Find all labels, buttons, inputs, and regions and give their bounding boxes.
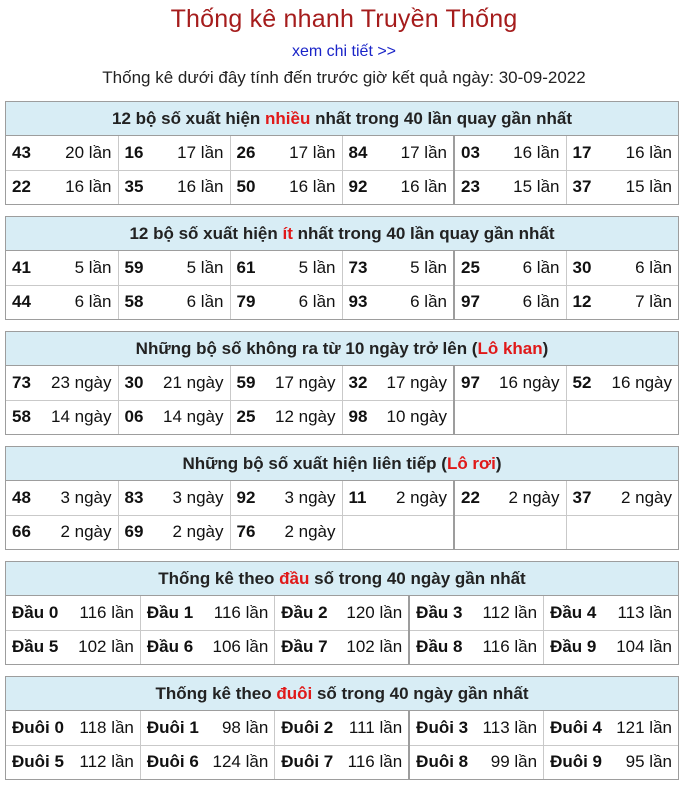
stat-count: 116 lần [79, 602, 134, 622]
stat-count: 99 lần [490, 752, 538, 772]
stat-cell [342, 400, 454, 434]
stat-cell [275, 711, 409, 745]
stat-cell [566, 481, 678, 515]
stat-number: 52 [572, 372, 592, 392]
stat-count: 113 lần [482, 717, 538, 737]
stat-count: 20 lần [65, 142, 112, 162]
stat-number: 32 [348, 372, 368, 392]
stat-cell [6, 711, 140, 745]
stat-count: 6 lần [186, 292, 224, 312]
stat-count: 14 ngày [51, 407, 112, 427]
stat-number: 84 [348, 142, 368, 162]
stat-number: 41 [12, 257, 31, 277]
stat-number: Đuôi 6 [146, 752, 199, 772]
stat-count: 6 lần [410, 292, 447, 312]
table-row [6, 170, 678, 204]
stat-cell [118, 400, 230, 434]
stat-count: 23 ngày [51, 372, 112, 392]
section-title-highlight: nhiều [265, 109, 311, 128]
stat-number: Đuôi 7 [281, 752, 334, 772]
stat-count: 6 lần [522, 257, 560, 277]
stat-cell [342, 251, 454, 285]
stat-cell [230, 515, 342, 549]
stat-count: 118 lần [79, 717, 134, 737]
stat-cell [454, 515, 566, 549]
section-title-highlight: đầu [279, 569, 310, 588]
stat-number: 30 [124, 372, 144, 392]
stat-cell [6, 630, 140, 664]
stat-count: 102 lần [78, 637, 134, 657]
stat-count: 111 lần [348, 717, 403, 737]
lo-khan-block [5, 331, 679, 435]
page-title: Thống kê nhanh Truyền Thống [170, 5, 518, 33]
stat-count: 3 ngày [60, 487, 112, 507]
stat-cell [566, 515, 678, 549]
stat-number: 06 [124, 407, 144, 427]
stat-cell [454, 481, 566, 515]
stat-cell [566, 251, 678, 285]
stat-cell [230, 366, 342, 400]
stat-count: 98 lần [221, 717, 269, 737]
stat-number: 17 [572, 142, 592, 162]
stat-number: Đầu 5 [12, 637, 59, 657]
stat-count: 6 lần [298, 292, 336, 312]
stat-count: 5 lần [298, 257, 336, 277]
stat-number: 22 [12, 177, 31, 197]
stat-cell [342, 285, 454, 319]
stats-table [6, 596, 678, 664]
date-note: Thống kê dưới đây tính đến trước giờ kết quả ngày: 30-09-2022 [102, 68, 586, 87]
stat-number: Đầu 3 [416, 602, 463, 622]
stat-number: 83 [124, 487, 144, 507]
stat-number: 37 [572, 487, 592, 507]
section-title [6, 217, 678, 251]
stat-cell [566, 285, 678, 319]
stat-cell [230, 251, 342, 285]
stat-cell [275, 596, 409, 630]
stat-cell [6, 136, 118, 170]
stat-cell [6, 596, 140, 630]
stat-number: 12 [572, 292, 592, 312]
stat-number: 98 [348, 407, 368, 427]
table-row [6, 136, 678, 170]
stat-count: 5 lần [410, 257, 447, 277]
section-title-text: 12 bộ số xuất hiện [129, 224, 283, 243]
stat-cell [544, 711, 678, 745]
stats-table [6, 136, 678, 204]
stat-number: 59 [236, 372, 256, 392]
stat-number: Đầu 8 [416, 637, 463, 657]
stat-number: Đuôi 9 [550, 752, 603, 772]
stat-number: 58 [124, 292, 144, 312]
stat-number: 03 [461, 142, 480, 162]
stat-count: 106 lần [212, 637, 269, 657]
stat-count: 15 lần [513, 177, 560, 197]
section-title-highlight: đuôi [276, 684, 313, 703]
stat-number: Đầu 9 [550, 637, 597, 657]
stat-number: Đầu 2 [281, 602, 328, 622]
stat-cell [409, 596, 543, 630]
stat-number: 48 [12, 487, 31, 507]
stat-cell [6, 366, 118, 400]
section-title-highlight: Lô khan [477, 339, 543, 358]
stat-cell [230, 170, 342, 204]
stat-cell [118, 170, 230, 204]
stat-count: 95 lần [625, 752, 672, 772]
stat-count: 102 lần [346, 637, 403, 657]
stat-count: 10 ngày [386, 407, 447, 427]
stat-number: Đuôi 2 [281, 717, 334, 737]
stat-number: Đuôi 3 [416, 717, 469, 737]
section-title-highlight: ít [282, 224, 293, 243]
stat-cell [342, 366, 454, 400]
stat-cell [230, 481, 342, 515]
stat-count: 7 lần [635, 292, 672, 312]
section-title [6, 102, 678, 136]
stat-cell [342, 136, 454, 170]
stat-count: 2 ngày [508, 487, 560, 507]
stat-count: 113 lần [617, 602, 672, 622]
stat-count: 112 lần [79, 752, 134, 772]
stat-cell [454, 170, 566, 204]
stat-number: 92 [236, 487, 256, 507]
stat-cell [409, 630, 543, 664]
stat-count: 17 lần [289, 142, 336, 162]
stat-count: 121 lần [616, 717, 672, 737]
section-title-text: ) [495, 454, 502, 473]
stat-cell [6, 745, 140, 779]
section-title [6, 677, 678, 711]
section-title-text: Thống kê theo [155, 684, 277, 703]
section-title-text: Những bộ số xuất hiện liên tiếp ( [182, 454, 447, 473]
stat-count: 16 lần [513, 142, 560, 162]
section-title-text: Thống kê theo [158, 569, 280, 588]
section-title-text: số trong 40 ngày gần nhất [312, 684, 529, 703]
stats-table [6, 366, 678, 434]
stat-count: 2 ngày [172, 522, 224, 542]
stat-count: 21 ngày [163, 372, 224, 392]
stat-number: Đầu 1 [146, 602, 194, 622]
stat-number: 73 [12, 372, 31, 392]
stat-cell [342, 515, 454, 549]
stat-cell [6, 285, 118, 319]
stat-cell [140, 596, 274, 630]
stat-count: 16 ngày [499, 372, 560, 392]
lo-roi-block [5, 446, 679, 550]
stat-number: 11 [348, 487, 367, 507]
stat-number: 69 [124, 522, 144, 542]
stat-number: 61 [236, 257, 256, 277]
stat-count: 16 lần [289, 177, 336, 197]
stat-cell [140, 745, 274, 779]
stat-number: 66 [12, 522, 31, 542]
section-title-text: ) [542, 339, 549, 358]
stat-number: 97 [461, 292, 480, 312]
stat-count: 16 lần [625, 142, 672, 162]
stat-number: Đuôi 8 [416, 752, 469, 772]
stat-cell [6, 170, 118, 204]
section-title [6, 332, 678, 366]
stat-count: 2 ngày [395, 487, 447, 507]
stat-count: 17 ngày [386, 372, 447, 392]
stat-count: 15 lần [625, 177, 672, 197]
stats-table [6, 481, 678, 549]
stat-cell [230, 136, 342, 170]
stat-count: 12 ngày [275, 407, 336, 427]
stat-number: 30 [572, 257, 592, 277]
stat-count: 6 lần [635, 257, 672, 277]
stat-number: Đuôi 1 [146, 717, 199, 737]
view-details-link[interactable]: xem chi tiết >> [291, 43, 397, 60]
stat-number: 44 [12, 292, 31, 312]
stat-count: 3 ngày [172, 487, 224, 507]
stat-cell [409, 711, 543, 745]
stat-count: 17 lần [400, 142, 447, 162]
table-row [6, 711, 678, 745]
stat-count: 5 lần [74, 257, 112, 277]
stat-number: Đuôi 5 [12, 752, 64, 772]
stat-cell [544, 745, 678, 779]
stat-cell [275, 745, 409, 779]
table-row [6, 251, 678, 285]
stats-table [6, 251, 678, 319]
stat-number: Đầu 0 [12, 602, 59, 622]
stat-cell [342, 170, 454, 204]
stat-number: Đầu 6 [146, 637, 194, 657]
stat-count: 2 ngày [620, 487, 672, 507]
section-title-highlight: Lô rơi [446, 454, 496, 473]
stat-cell [454, 285, 566, 319]
stat-count: 104 lần [616, 637, 672, 657]
stat-count: 124 lần [212, 752, 269, 772]
dau-block [5, 561, 679, 665]
stat-cell [6, 251, 118, 285]
section-title-text: số trong 40 ngày gần nhất [309, 569, 526, 588]
stat-number: 79 [236, 292, 256, 312]
section-title [6, 447, 678, 481]
stat-cell [6, 515, 118, 549]
stat-cell [140, 711, 274, 745]
stat-number: 76 [236, 522, 256, 542]
stat-cell [342, 481, 454, 515]
stat-cell [118, 366, 230, 400]
stat-number: Đuôi 0 [12, 717, 64, 737]
stat-cell [566, 400, 678, 434]
stat-cell [6, 481, 118, 515]
stat-number: 37 [572, 177, 592, 197]
table-row [6, 366, 678, 400]
stat-number: 35 [124, 177, 144, 197]
stat-count: 116 lần [213, 602, 269, 622]
stat-number: 22 [461, 487, 480, 507]
section-title-text: nhất trong 40 lần quay gần nhất [292, 224, 555, 243]
stat-cell [454, 400, 566, 434]
table-row [6, 400, 678, 434]
stat-cell [454, 136, 566, 170]
stat-count: 6 lần [522, 292, 560, 312]
stat-cell [118, 136, 230, 170]
stat-number: 92 [348, 177, 368, 197]
stat-count: 6 lần [74, 292, 112, 312]
stat-cell [544, 596, 678, 630]
stat-number: 73 [348, 257, 368, 277]
least-frequent-block [5, 216, 679, 320]
stat-count: 2 ngày [60, 522, 112, 542]
section-title-text: nhất trong 40 lần quay gần nhất [310, 109, 573, 128]
section-title-text: 12 bộ số xuất hiện [111, 109, 266, 128]
stat-count: 17 ngày [275, 372, 336, 392]
stat-number: 97 [461, 372, 480, 392]
table-row [6, 745, 678, 779]
table-row [6, 596, 678, 630]
stat-count: 2 ngày [284, 522, 336, 542]
stat-number: 16 [124, 142, 144, 162]
section-title-text: Những bộ số không ra từ 10 ngày trở lên ( [135, 339, 478, 358]
stat-number: 59 [124, 257, 144, 277]
stat-cell [230, 285, 342, 319]
stat-number: 25 [236, 407, 256, 427]
stat-number: 43 [12, 142, 31, 162]
stat-number: 25 [461, 257, 480, 277]
stat-number: Đầu 7 [281, 637, 328, 657]
stat-number: 50 [236, 177, 256, 197]
stat-cell [566, 366, 678, 400]
stat-cell [118, 285, 230, 319]
stat-count: 116 lần [347, 752, 403, 772]
stat-count: 116 lần [482, 637, 538, 657]
stat-count: 5 lần [186, 257, 224, 277]
stat-number: Đuôi 4 [550, 717, 603, 737]
stat-cell [118, 251, 230, 285]
table-row [6, 481, 678, 515]
duoi-block [5, 676, 679, 780]
stat-count: 16 ngày [611, 372, 672, 392]
stat-number: 93 [348, 292, 368, 312]
stat-count: 16 lần [65, 177, 112, 197]
section-title [6, 562, 678, 596]
stat-cell [409, 745, 543, 779]
stat-cell [566, 170, 678, 204]
stat-cell [140, 630, 274, 664]
stat-cell [566, 136, 678, 170]
stat-number: Đầu 4 [550, 602, 597, 622]
table-row [6, 630, 678, 664]
table-row [6, 285, 678, 319]
stat-cell [118, 481, 230, 515]
most-frequent-block [5, 101, 679, 205]
stat-cell [454, 366, 566, 400]
stat-number: 58 [12, 407, 31, 427]
stat-cell [6, 400, 118, 434]
table-row [6, 515, 678, 549]
stat-number: 23 [461, 177, 480, 197]
stat-count: 17 lần [177, 142, 224, 162]
stat-number: 26 [236, 142, 256, 162]
stat-cell [230, 400, 342, 434]
stats-table [6, 711, 678, 779]
stat-count: 112 lần [482, 602, 538, 622]
stat-count: 120 lần [346, 602, 403, 622]
stat-cell [454, 251, 566, 285]
stat-count: 14 ngày [163, 407, 224, 427]
stat-count: 16 lần [177, 177, 224, 197]
stat-count: 16 lần [400, 177, 447, 197]
stat-count: 3 ngày [284, 487, 336, 507]
stat-cell [544, 630, 678, 664]
stat-cell [118, 515, 230, 549]
stat-cell [275, 630, 409, 664]
